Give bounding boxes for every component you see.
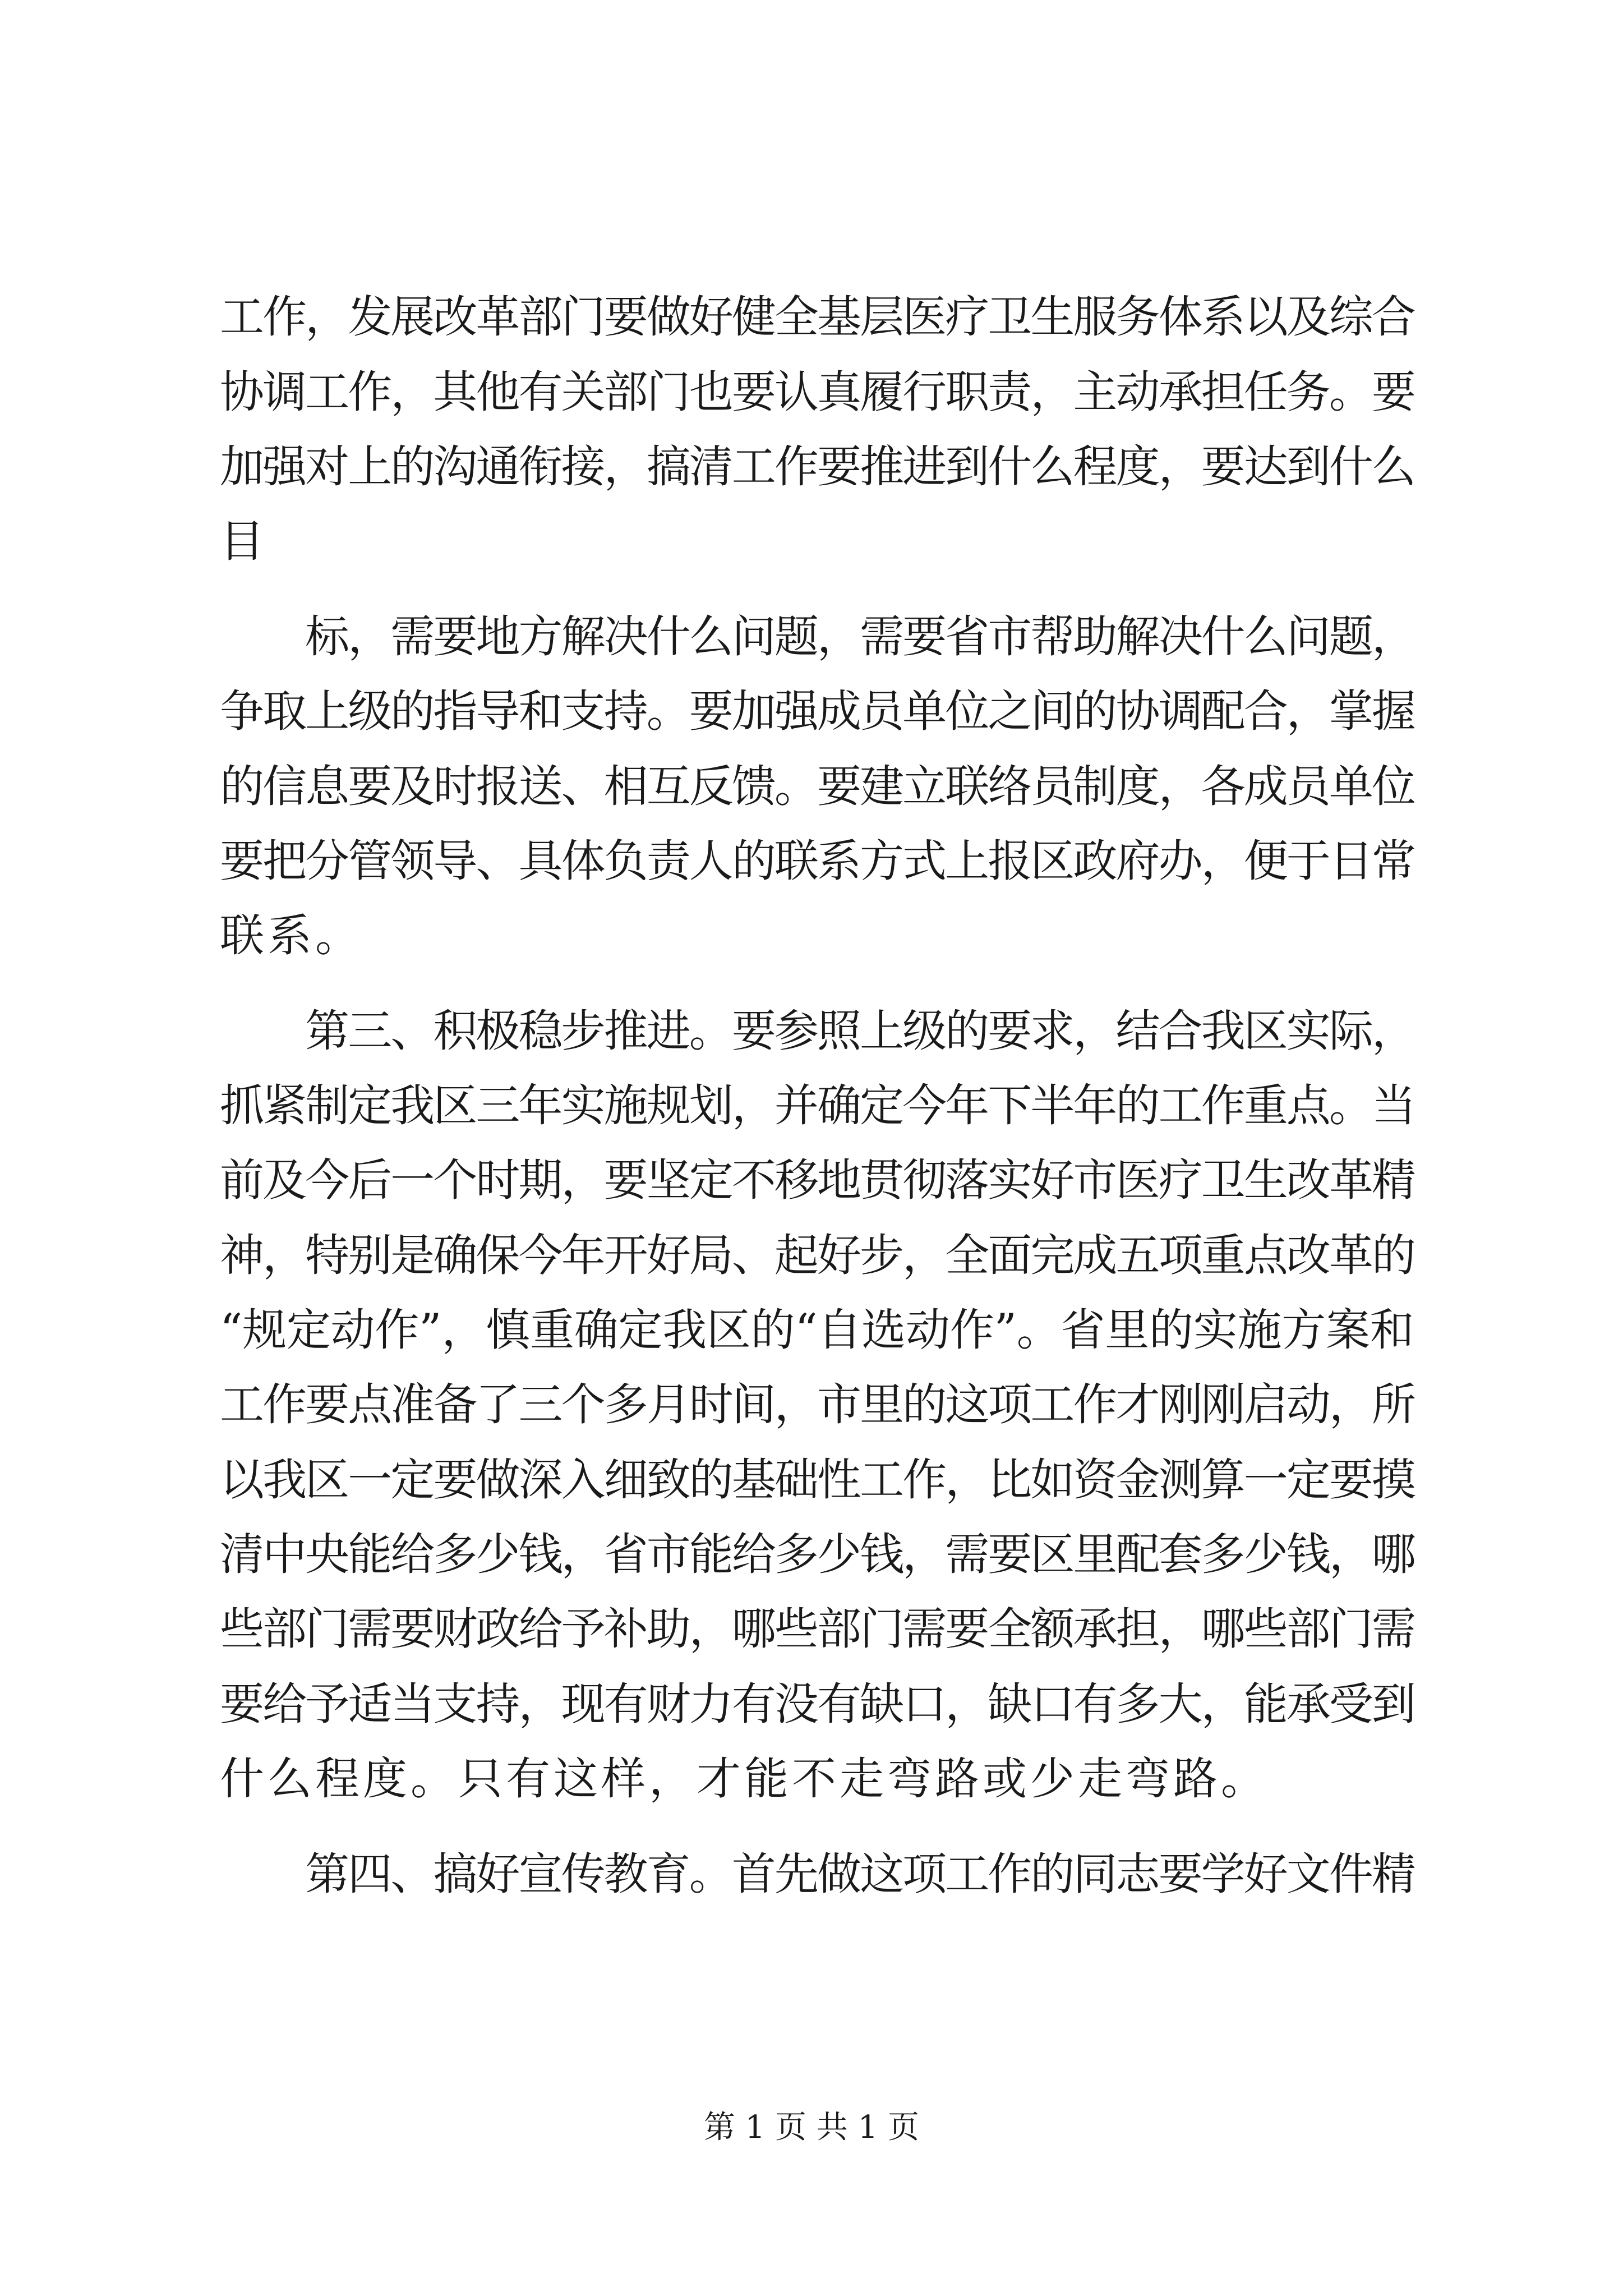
text-line: 抓紧制定我区三年实施规划，并确定今年下半年的工作重点。当 — [220, 1080, 1415, 1131]
text-line: 第三、积极稳步推进。要参照上级的要求，结合我区实际， — [220, 1005, 1415, 1057]
text-line: 以我区一定要做深入细致的基础性工作，比如资金测算一定要摸 — [220, 1454, 1415, 1506]
text-line: 加强对上的沟通衔接，搞清工作要推进到什么程度，要达到什么 — [220, 441, 1415, 493]
text-line: “规定动作”，慎重确定我区的“自选动作”。省里的实施方案和 — [220, 1304, 1414, 1356]
text-line: 前及今后一个时期，要坚定不移地贯彻落实好市医疗卫生改革精 — [220, 1154, 1415, 1206]
text-line: 神，特别是确保今年开好局、起好步，全面完成五项重点改革的 — [220, 1230, 1415, 1281]
text-line: 标，需要地方解决什么问题，需要省市帮助解决什么问题， — [220, 611, 1415, 662]
text-line: 工作，发展改革部门要做好健全基层医疗卫生服务体系以及综合 — [220, 291, 1415, 343]
text-line: 第四、搞好宣传教育。首先做这项工作的同志要学好文件精 — [220, 1848, 1415, 1900]
text-line: 工作要点准备了三个多月时间，市里的这项工作才刚刚启动，所 — [220, 1379, 1415, 1430]
text-line: 争取上级的指导和支持。要加强成员单位之间的协调配合，掌握 — [220, 685, 1415, 737]
text-line: 清中央能给多少钱，省市能给多少钱，需要区里配套多少钱，哪 — [220, 1529, 1415, 1580]
text-line: 联系。 — [220, 910, 363, 961]
text-line: 协调工作，其他有关部门也要认真履行职责，主动承担任务。要 — [220, 366, 1415, 418]
text-line: 目 — [220, 516, 268, 567]
text-line: 些部门需要财政给予补助，哪些部门需要全额承担，哪些部门需 — [220, 1603, 1415, 1655]
text-line: 的信息要及时报送、相互反馈。要建立联络员制度，各成员单位 — [220, 761, 1415, 812]
text-line: 要把分管领导、具体负责人的联系方式上报区政府办，便于日常 — [220, 835, 1415, 887]
page-number-footer: 第 1 页 共 1 页 — [703, 2109, 920, 2146]
text-line: 要给予适当支持，现有财力有没有缺口，缺口有多大，能承受到 — [220, 1678, 1415, 1730]
text-line: 什么程度。只有这样，才能不走弯路或少走弯路。 — [220, 1753, 1269, 1805]
